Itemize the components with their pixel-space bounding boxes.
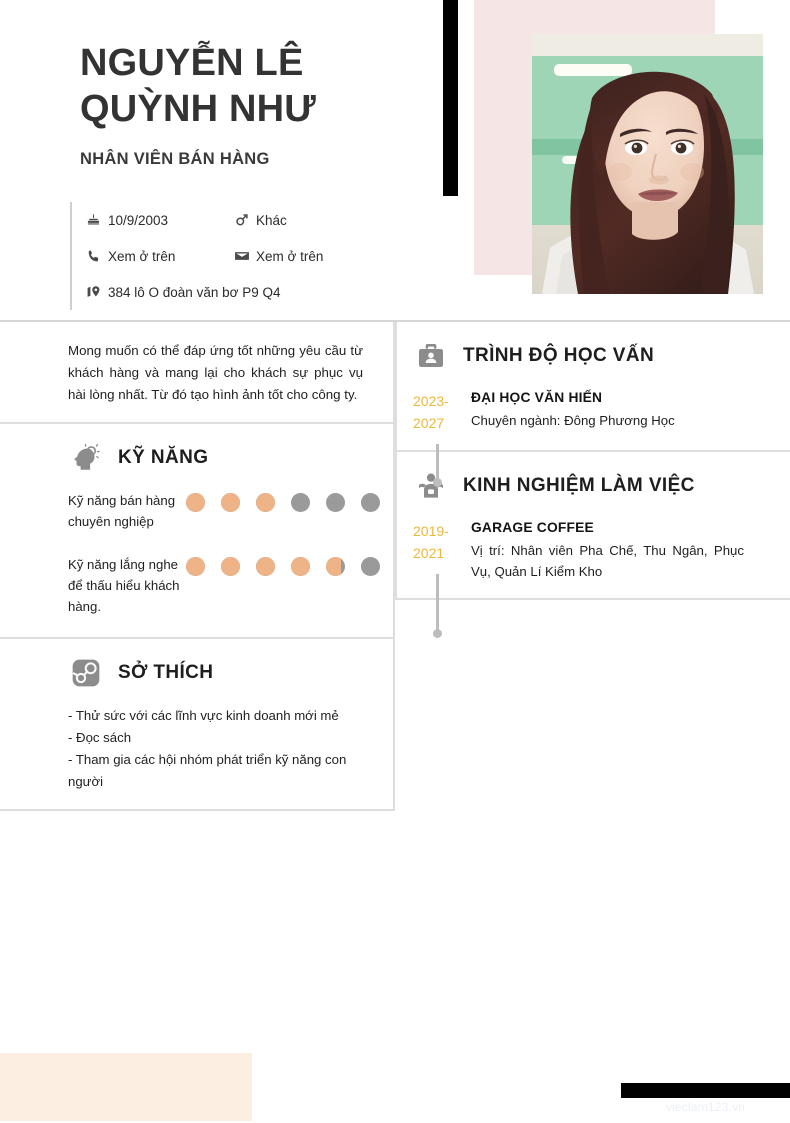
contact-birthday [86,213,234,228]
rating-dot [291,557,310,576]
education-years [413,390,471,434]
cake-icon [86,213,108,228]
hobby-line: - Thử sức với các lĩnh vực kinh doanh mới mẻ [68,708,339,723]
education-title: TRÌNH ĐỘ HỌC VẤN [463,345,655,366]
rating-dot-fill [186,493,205,512]
right-column [395,322,790,600]
education-school-name: ĐẠI HỌC VĂN HIẾN [471,390,603,405]
experience-title: KINH NGHIỆM LÀM VIỆC [463,475,695,496]
contact-gender [234,213,287,228]
objective-section [0,322,395,424]
cv-body [0,322,790,811]
rating-dot [326,557,345,576]
timeline-stem [436,574,439,630]
contact-phone [86,249,234,264]
education-section [395,322,790,452]
hobby-line: - Tham gia các hội nhóm phát triển kỹ năng con người [68,752,347,789]
rating-dot [186,493,205,512]
worker-icon [413,468,449,504]
profile-photo [532,34,763,294]
experience-company-name: GARAGE COFFEE [471,520,594,535]
experience-years [413,520,471,564]
hobby-line: - Đọc sách [68,730,132,745]
rating-dot-fill [186,557,205,576]
name-line-2: QUỲNH NHƯ [80,88,316,130]
rating-dot-fill [221,493,240,512]
job-title: NHÂN VIÊN BÁN HÀNG [80,150,270,168]
rating-dot [291,493,310,512]
contact-row-2 [86,238,440,274]
header-black-accent-bar [443,0,458,196]
contact-row-1 [86,202,440,238]
left-column [0,322,395,811]
contact-birthday-value: 10/9/2003 [108,212,169,228]
rating-dot [361,557,380,576]
envelope-icon [234,248,256,264]
experience-section [395,452,790,600]
contact-address-value: 384 lô O đoàn văn bơ P9 Q4 [108,284,281,300]
map-pin-icon [86,284,108,300]
skill-item [68,490,377,532]
skill-rating-dots [186,554,380,576]
footer-black-accent-bar [621,1083,790,1098]
education-entry [413,388,744,434]
rating-dot [326,493,345,512]
contact-row-3 [86,274,440,310]
contact-gender-value: Khác [256,212,287,228]
contact-address [86,284,280,300]
skill-item [68,554,377,617]
skill-label: Kỹ năng lắng nghe để thấu hiểu khách hàng. [68,557,180,614]
experience-year-to: 2021 [413,545,445,561]
rating-dot-fill [256,493,275,512]
hobby-icon [68,655,104,691]
footer-peach-accent [0,1053,252,1121]
contact-email-value: Xem ở trên [256,248,324,264]
skills-title: KỸ NĂNG [118,447,209,468]
objective-text: Mong muốn có thể đáp ứng tốt những yêu cầu từ khách hàng và mang lại cho khách sự phục vụ hài lòng nhất. Từ đó tạo hình ảnh tốt cho công ty. [68,343,363,402]
briefcase-icon [413,338,449,374]
contact-info [70,202,440,310]
education-entry-period [413,388,471,434]
rating-dot-fill [291,557,310,576]
rating-dot [186,557,205,576]
skill-rating-dots [186,490,380,512]
cv-header [0,0,790,322]
rating-dot [221,557,240,576]
head-lightbulb-icon [68,440,104,476]
experience-description: Vị trí: Nhân viên Pha Chế, Thu Ngân, Phục Vụ, Quản Lí Kiểm Kho [471,543,744,579]
skill-label: Kỹ năng bán hàng chuyên nghiệp [68,493,176,529]
skills-section [0,424,395,639]
timeline-stem [436,444,439,479]
hobbies-heading [68,655,377,691]
education-entry-body [471,388,744,434]
education-year-from: 2023- [413,393,449,409]
experience-year-from: 2019- [413,523,449,539]
rating-dot [361,493,380,512]
experience-entry [413,518,744,582]
rating-dot-fill [256,557,275,576]
hobbies-title: SỞ THÍCH [118,662,214,683]
rating-dot-fill [221,557,240,576]
skills-heading [68,440,377,476]
contact-email [234,248,323,264]
education-description: Chuyên ngành: Đông Phương Học [471,413,675,428]
watermark: vieclam123.vn [665,1100,746,1114]
rating-dot-fill [326,557,341,576]
rating-dot [256,557,275,576]
hobbies-list [68,705,377,793]
education-heading [413,338,744,374]
experience-entry-body [471,518,744,582]
experience-entry-period [413,518,471,582]
experience-heading [413,468,744,504]
phone-icon [86,249,108,264]
rating-dot [256,493,275,512]
gender-icon [234,213,256,228]
education-year-to: 2027 [413,415,445,431]
hobbies-section [0,639,395,811]
page-title [80,40,440,132]
rating-dot [221,493,240,512]
contact-phone-value: Xem ở trên [108,248,176,264]
name-line-1: NGUYỄN LÊ [80,42,304,84]
